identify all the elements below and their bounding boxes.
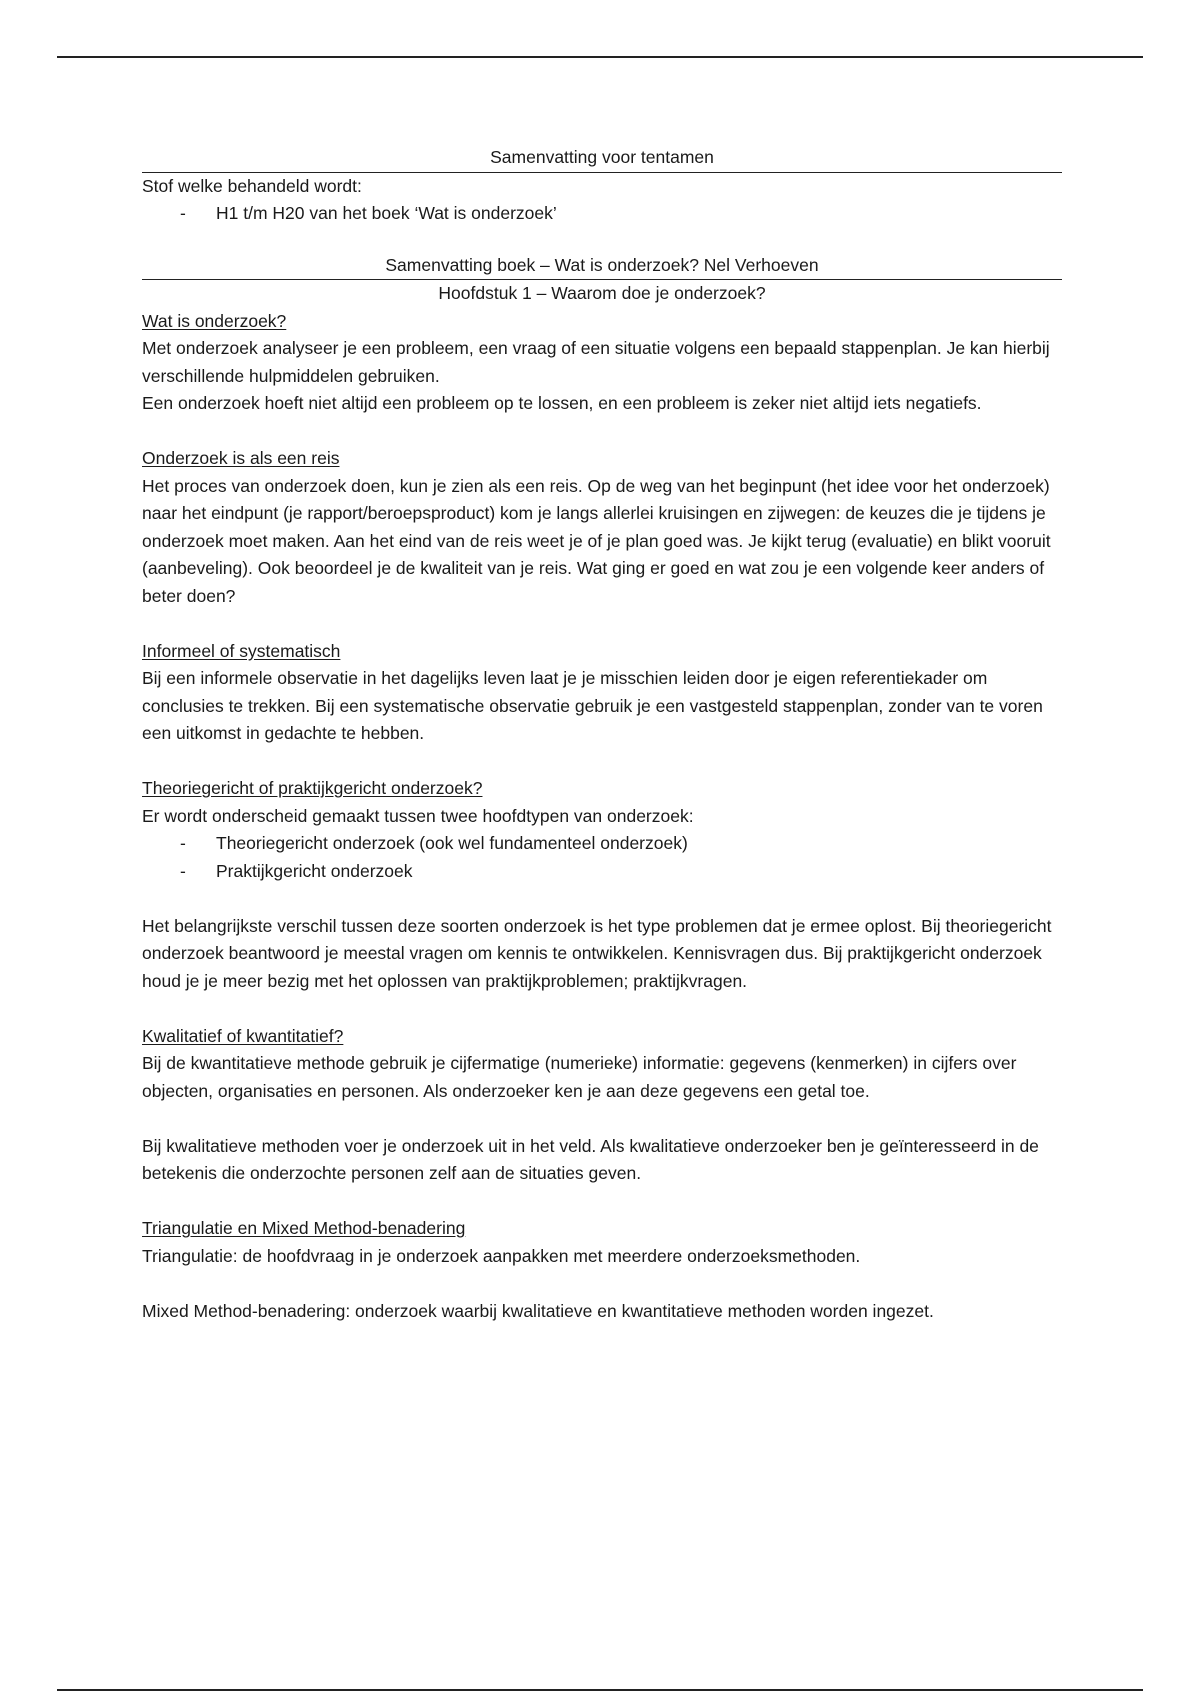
section-paragraph: Bij kwalitatieve methoden voer je onderzoek uit in het veld. Als kwalitatieve onderzoeker ben je geïnteresseerd in de betekenis die onderzochte personen zelf aan de situaties geven.: [142, 1135, 1039, 1183]
list-item: [142, 200, 1062, 228]
list-item: [142, 858, 1062, 886]
intro-bullet-list: [142, 200, 1062, 228]
document-body: [142, 144, 1062, 1325]
section-paragraph: Bij de kwantitatieve methode gebruik je cijfermatige (numerieke) informatie: gegevens (kenmerken) in cijfers over objecten, organisaties en personen. Als onderzoeker ken je aan deze gegevens een getal toe.: [142, 1053, 1017, 1101]
intro-label: Stof welke behandeld wordt:: [142, 175, 362, 196]
section-heading: Theoriegericht of praktijkgericht onderzoek?: [142, 778, 483, 798]
list-item-text: Praktijkgericht onderzoek: [216, 860, 413, 881]
section-heading: Triangulatie en Mixed Method-benadering: [142, 1218, 466, 1238]
intro-bullet-text: H1 t/m H20 van het boek ‘Wat is onderzoek’: [216, 203, 557, 223]
list-item: [142, 830, 1062, 858]
section-heading: Onderzoek is als een reis: [142, 448, 340, 468]
research-type-list: [142, 830, 1062, 885]
section-heading: Informeel of systematisch: [142, 640, 341, 661]
section-paragraph: Het proces van onderzoek doen, kun je zien als een reis. Op de weg van het beginpunt (het idee voor het onderzoek) naar het eindpunt (je rapport/beroepsproduct) kom je langs allerlei kruisingen en zijwegen: de keuzes die je tijdens je onderzoek moet maken. Aan het eind van de reis weet je of je plan goed was. Je kijkt terug (evaluatie) en blikt vooruit (aanbeveling). Ook beoordeel je de kwaliteit van je reis. Wat ging er goed en wat zou je een volgende keer anders of beter doen?: [142, 475, 1051, 606]
section-heading: Wat is onderzoek?: [142, 310, 287, 331]
section-paragraph: Triangulatie: de hoofdvraag in je onderzoek aanpakken met meerdere onderzoeksmethoden.: [142, 1245, 861, 1266]
section-paragraph: Een onderzoek hoeft niet altijd een probleem op te lossen, en een probleem is zeker niet altijd iets negatiefs.: [142, 393, 982, 413]
chapter-title: Hoofdstuk 1 – Waarom doe je onderzoek?: [438, 283, 766, 303]
section-paragraph: Het belangrijkste verschil tussen deze soorten onderzoek is het type problemen dat je ermee oplost. Bij theoriegericht onderzoek beantwoord je meestal vragen om kennis te ontwikkelen. Kennisvragen dus. Bij praktijkgericht onderzoek houd je je meer bezig met het oplossen van praktijkproblemen; praktijkvragen.: [142, 915, 1052, 991]
section-paragraph: Met onderzoek analyseer je een probleem, een vraag of een situatie volgens een bepaald stappenplan. Je kan hierbij verschillende hulpmiddelen gebruiken.: [142, 338, 1050, 386]
section-paragraph: Bij een informele observatie in het dagelijks leven laat je je misschien leiden door je eigen referentiekader om conclusies te trekken. Bij een systematische observatie gebruik je een vastgesteld stappenplan, zonder van te voren een uitkomst in gedachte te hebben.: [142, 668, 1043, 743]
section-paragraph: Mixed Method-benadering: onderzoek waarbij kwalitatieve en kwantitatieve methoden worden ingezet.: [142, 1300, 934, 1321]
page-bottom-rule: [57, 1689, 1143, 1691]
main-title: Samenvatting voor tentamen: [142, 144, 1062, 173]
page-top-rule: [57, 56, 1143, 58]
list-item-text: Theoriegericht onderzoek (ook wel fundamenteel onderzoek): [216, 833, 688, 853]
section-heading: Kwalitatief of kwantitatief?: [142, 1025, 344, 1046]
bullet-dash: -: [180, 203, 186, 223]
bullet-dash: -: [180, 833, 186, 853]
section-intro: Er wordt onderscheid gemaakt tussen twee hoofdtypen van onderzoek:: [142, 805, 694, 826]
book-title: Samenvatting boek – Wat is onderzoek? Nel Verhoeven: [142, 252, 1062, 281]
bullet-dash: -: [180, 860, 186, 881]
